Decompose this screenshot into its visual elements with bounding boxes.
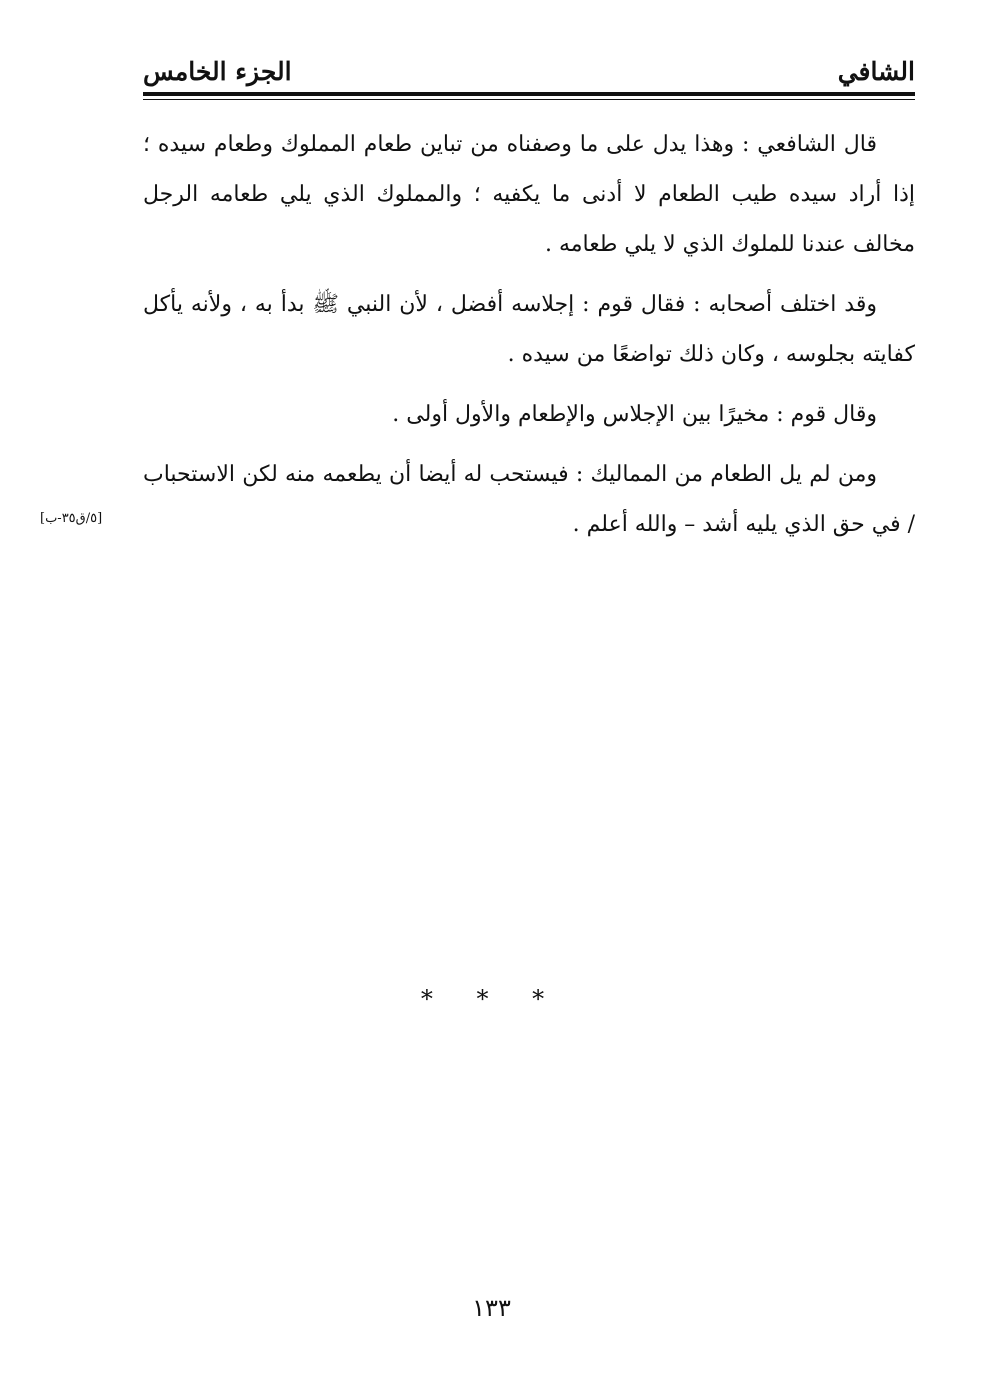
header-rule-thin — [143, 99, 915, 100]
running-header-book-title: الشافي — [837, 57, 915, 86]
header-rule-thick — [143, 92, 915, 96]
main-text — [143, 120, 915, 560]
running-header-volume: الجزء الخامس — [143, 57, 292, 86]
page-number: ١٣٣ — [472, 1294, 511, 1322]
paragraph-4: ومن لم يل الطعام من المماليك : فيستحب له أيضا أن يطعمه منه لكن الاستحباب / في حق الذي يليه أشد – والله أعلم . — [143, 462, 915, 537]
paragraph-3: وقال قوم : مخيرًا بين الإجلاس والإطعام والأول أولى . — [392, 402, 877, 427]
paragraph-2: وقد اختلف أصحابه : فقال قوم : إجلاسه أفضل ، لأن النبي ﷺ بدأ به ، ولأنه يأكل كفايته بجلوسه ، وكان ذلك تواضعًا من سيده . — [143, 292, 915, 367]
section-divider-asterisks: * * * — [420, 985, 563, 1013]
paragraph-1: قال الشافعي : وهذا يدل على ما وصفناه من تباين طعام المملوك وطعام سيده ؛ إذا أراد سيده طيب الطعام لا أدنى ما يكفيه ؛ والمملوك الذي يلي طعامه الرجل مخالف عندنا للملوك الذي لا يلي طعامه . — [143, 132, 915, 257]
manuscript-folio-reference: [٥/ق٣٥-ب] — [40, 511, 103, 526]
